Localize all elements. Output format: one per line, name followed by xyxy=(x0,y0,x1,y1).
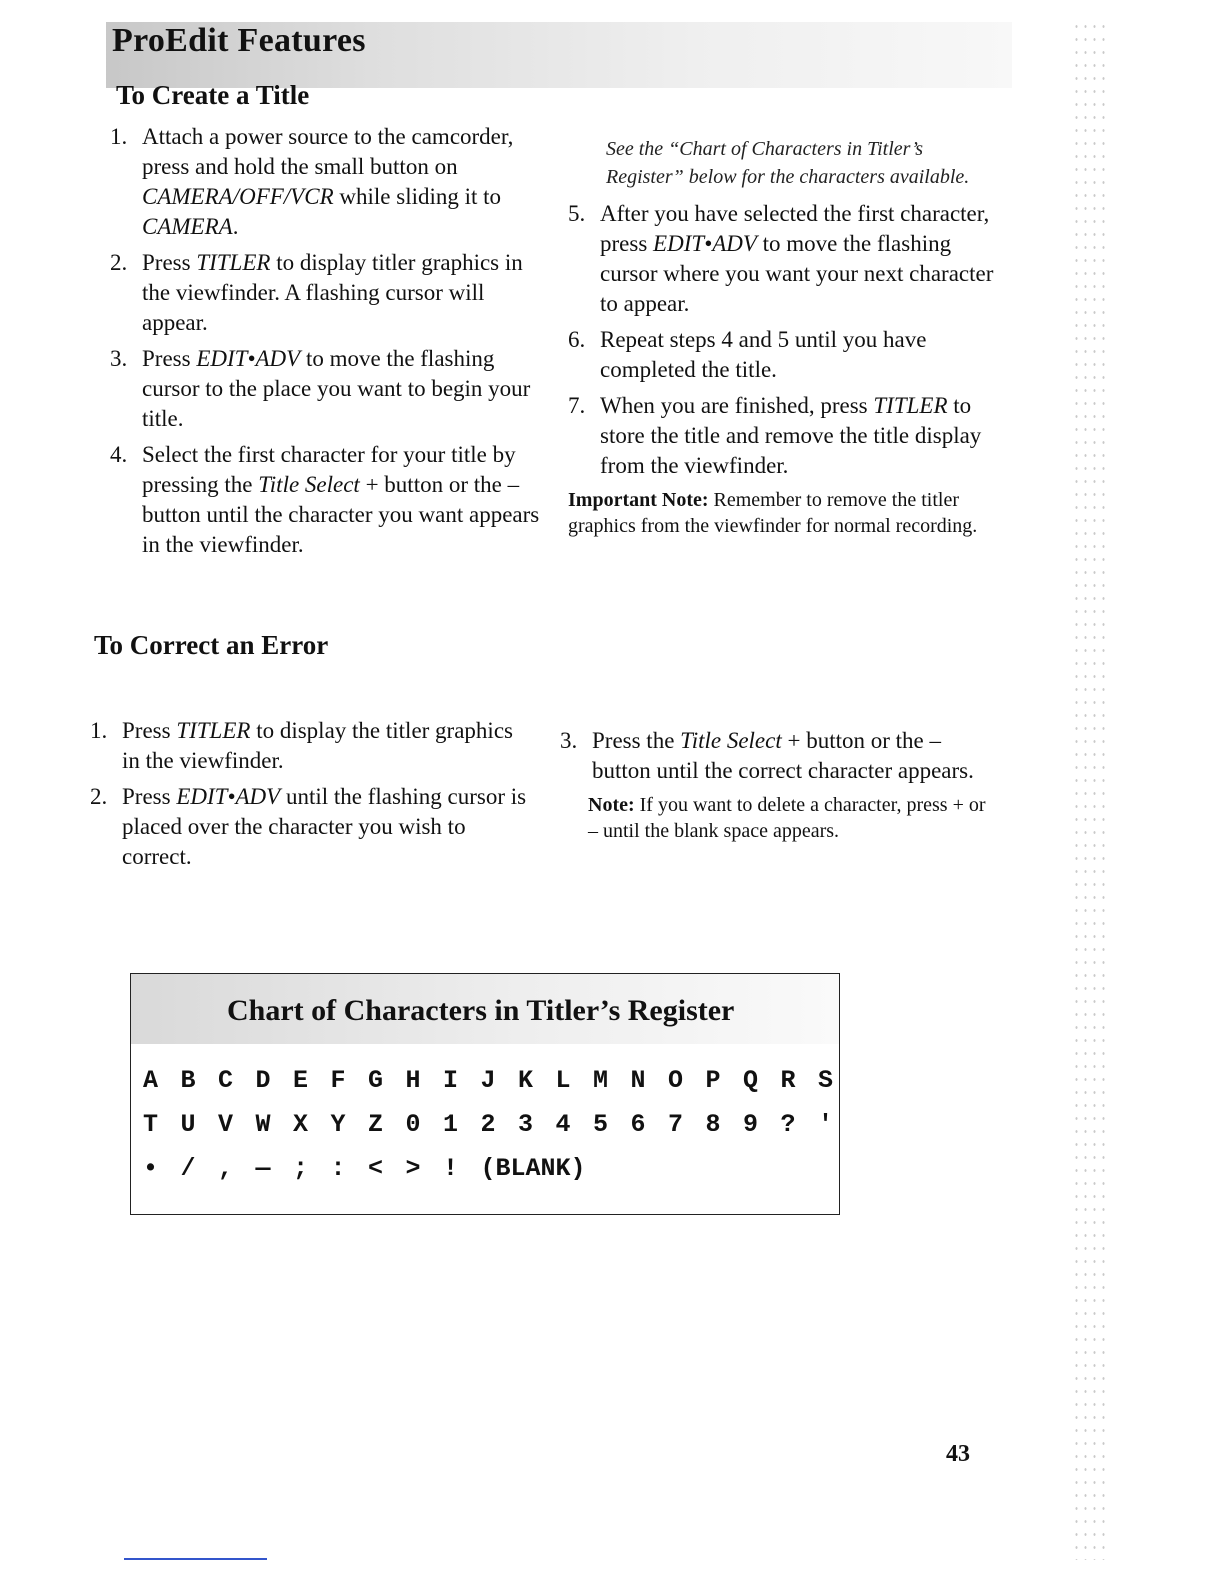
step-number: 7. xyxy=(568,393,586,418)
chart-character: H xyxy=(405,1066,421,1095)
chart-character: 4 xyxy=(555,1110,571,1139)
correct-error-right-steps xyxy=(560,726,990,786)
correct-error-left-steps xyxy=(90,716,530,878)
chart-character: ! xyxy=(443,1154,459,1183)
create-title-left-steps xyxy=(110,122,550,566)
chart-character: 9 xyxy=(743,1110,759,1139)
chart-character: S xyxy=(818,1066,834,1095)
step-text: Press EDIT•ADV to move the flashing cursor to the place you want to begin your title. xyxy=(142,346,531,431)
create-title-heading: To Create a Title xyxy=(116,80,310,110)
step-number: 3. xyxy=(560,728,578,753)
chart-character: : xyxy=(330,1154,346,1183)
chart-character: ? xyxy=(780,1110,796,1139)
chart-character: , xyxy=(218,1154,234,1183)
chart-character: (BLANK) xyxy=(480,1154,586,1183)
chart-character: O xyxy=(668,1066,684,1095)
character-chart xyxy=(130,973,840,1215)
page-title: ProEdit Features xyxy=(112,22,366,59)
chart-character: E xyxy=(293,1066,309,1095)
chart-character: — xyxy=(255,1154,271,1183)
character-chart-title: Chart of Characters in Titler’s Register xyxy=(227,994,735,1027)
chart-character: 1 xyxy=(443,1110,459,1139)
chart-character: 7 xyxy=(668,1110,684,1139)
chart-character: • xyxy=(143,1154,159,1183)
chart-character: U xyxy=(180,1110,196,1139)
step-text: When you are finished, press TITLER to store the title and remove the title display from the viewfinder. xyxy=(600,393,982,478)
correct-error-right-column xyxy=(560,726,990,844)
step-number: 2. xyxy=(90,784,108,809)
chart-character: C xyxy=(218,1066,234,1095)
chart-character: N xyxy=(630,1066,646,1095)
step-item xyxy=(568,199,998,319)
chart-character: G xyxy=(368,1066,384,1095)
step-item xyxy=(110,122,550,242)
step-text: Press TITLER to display titler graphics in the viewfinder. A flashing cursor will appear. xyxy=(142,250,523,335)
chart-character: K xyxy=(518,1066,534,1095)
chart-character: ' xyxy=(818,1110,834,1139)
delete-note-text: If you want to delete a character, press + or – until the blank space appears. xyxy=(588,794,986,842)
create-title-right-steps xyxy=(568,199,998,481)
step-item xyxy=(110,248,550,338)
delete-note-label: Note: xyxy=(588,794,635,816)
chart-character: 5 xyxy=(593,1110,609,1139)
step-text: Press EDIT•ADV until the flashing cursor is placed over the character you wish to correct. xyxy=(122,784,527,869)
step-item xyxy=(90,782,530,872)
character-row-2 xyxy=(143,1110,856,1139)
chart-character: T xyxy=(143,1110,159,1139)
chart-character: J xyxy=(480,1066,496,1095)
chart-character: Q xyxy=(743,1066,759,1095)
chart-character: / xyxy=(180,1154,196,1183)
chart-character: L xyxy=(555,1066,571,1095)
character-row-1 xyxy=(143,1066,856,1095)
important-note-label: Important Note: xyxy=(568,489,709,511)
step-number: 3. xyxy=(110,346,128,371)
chart-character: V xyxy=(218,1110,234,1139)
step-text: After you have selected the first character, press EDIT•ADV to move the flashing cursor where you want your next character to appear. xyxy=(600,201,994,316)
chart-character: A xyxy=(143,1066,159,1095)
chart-character: X xyxy=(293,1110,309,1139)
step-text: Repeat steps 4 and 5 until you have completed the title. xyxy=(600,327,927,382)
chart-character: 2 xyxy=(480,1110,496,1139)
step-item xyxy=(90,716,530,776)
character-row-3 xyxy=(143,1154,586,1183)
chart-character: F xyxy=(330,1066,346,1095)
step-text: Press TITLER to display the titler graphics in the viewfinder. xyxy=(122,718,513,773)
chart-character: I xyxy=(443,1066,459,1095)
chart-character: Z xyxy=(368,1110,384,1139)
step-item xyxy=(568,391,998,481)
scan-speckle-edge xyxy=(1072,20,1106,1560)
step-number: 1. xyxy=(90,718,108,743)
step-text: Select the first character for your title by pressing the Title Select + button or the – button until the character you want appears in the viewfinder. xyxy=(142,442,540,557)
chart-character: D xyxy=(255,1066,271,1095)
chart-character: > xyxy=(405,1154,421,1183)
create-title-right-column xyxy=(568,135,998,539)
delete-note xyxy=(588,792,990,844)
step-item xyxy=(110,440,550,560)
chart-character: R xyxy=(780,1066,796,1095)
step-item xyxy=(110,344,550,434)
step-number: 6. xyxy=(568,327,586,352)
chart-character: 0 xyxy=(405,1110,421,1139)
important-note-text: Remember to remove the titler graphics from the viewfinder for normal recording. xyxy=(568,489,978,537)
chart-character: B xyxy=(180,1066,196,1095)
step-text: Press the Title Select + button or the – button until the correct character appears. xyxy=(592,728,974,783)
chart-reference-note: See the “Chart of Characters in Titler’s Register” below for the characters available. xyxy=(606,138,970,188)
chart-character: M xyxy=(593,1066,609,1095)
step-item xyxy=(560,726,990,786)
important-note xyxy=(568,487,998,539)
chart-character: P xyxy=(705,1066,721,1095)
page-number: 43 xyxy=(946,1441,970,1467)
chart-character: W xyxy=(255,1110,271,1139)
step-number: 1. xyxy=(110,124,128,149)
chart-character: 8 xyxy=(705,1110,721,1139)
chart-character: 6 xyxy=(630,1110,646,1139)
step-number: 4. xyxy=(110,442,128,467)
step-number: 2. xyxy=(110,250,128,275)
chart-character: Y xyxy=(330,1110,346,1139)
correct-error-heading: To Correct an Error xyxy=(94,630,329,660)
bottom-rule xyxy=(124,1558,267,1560)
step-item xyxy=(568,325,998,385)
step-text: Attach a power source to the camcorder, press and hold the small button on CAMERA/OFF/VCR while sliding it to CAMERA. xyxy=(142,124,514,239)
step-number: 5. xyxy=(568,201,586,226)
chart-character: 3 xyxy=(518,1110,534,1139)
chart-character: < xyxy=(368,1154,384,1183)
chart-character: ; xyxy=(293,1154,309,1183)
